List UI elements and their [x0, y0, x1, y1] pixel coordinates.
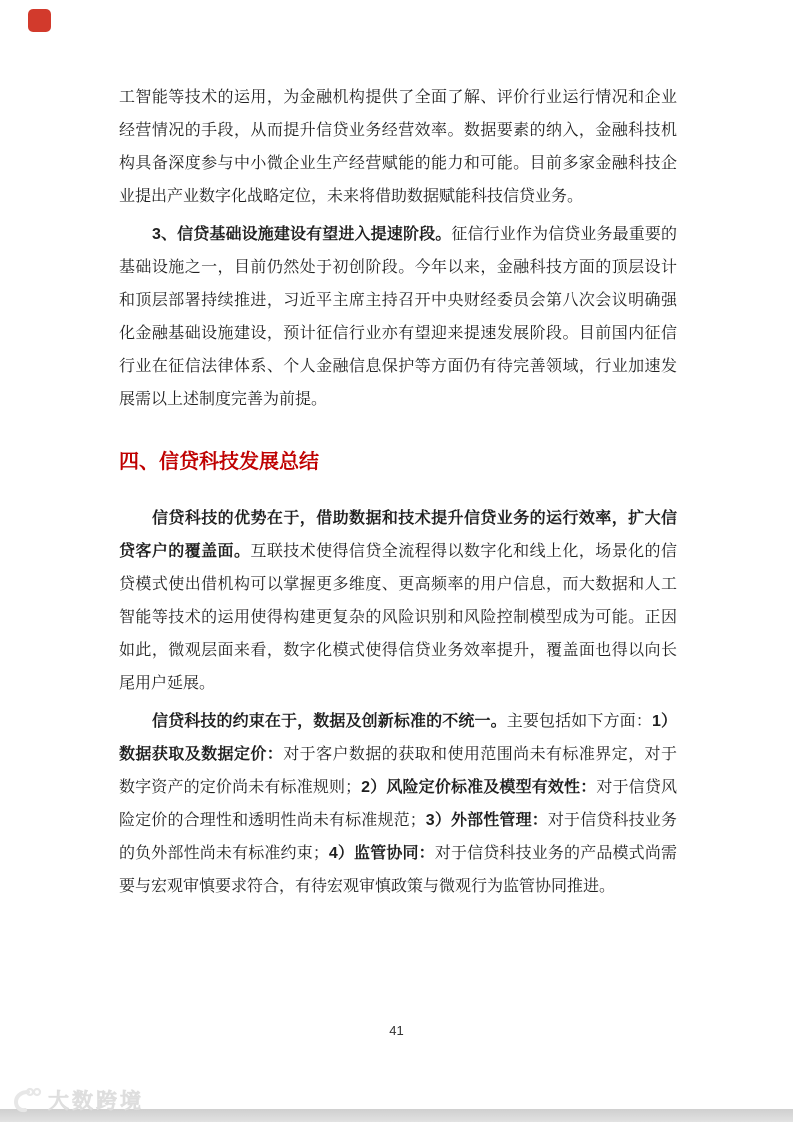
report-logo-square: [28, 9, 51, 32]
bold-text-run: 1）数据获取及数据定价：: [119, 713, 677, 763]
paragraph-constraints: [119, 705, 677, 903]
text-run: 对于信贷科技业务的负外部性尚未有标准约束；: [119, 812, 677, 862]
text-run: 工智能等技术的运用，为金融机构提供了全面了解、评价行业运行情况和企业经营情况的手段，从而提升信贷业务经营效率。数据要素的纳入，金融科技机构具备深度参与中小微企业生产经营赋能的能力和可能。目前多家金融科技企业提出产业数字化战略定位，未来将借助数据赋能科技信贷业务。: [119, 89, 677, 205]
bold-text-run: 2）风险定价标准及模型有效性：: [361, 779, 597, 796]
watermark-text: 大数跨境: [48, 1090, 144, 1113]
watermark: [12, 1085, 144, 1115]
paragraph-advantages: [119, 502, 677, 700]
bold-text-run: 信贷科技的优势在于，借助数据和技术提升信贷业务的运行效率，扩大信贷客户的覆盖面。: [119, 510, 677, 560]
page-content: [119, 81, 677, 908]
paragraph-continuation: [119, 81, 677, 213]
text-run: 互联技术使得信贷全流程得以数字化和线上化，场景化的信贷模式使出借机构可以掌握更多维度、更高频率的用户信息，而大数据和人工智能等技术的运用使得构建更复杂的风险识别和风险控制模型成为可能。正因如此，微观层面来看，数字化模式使得信贷业务效率提升，覆盖面也得以向长尾用户延展。: [119, 543, 677, 692]
bold-text-run: 3）外部性管理：: [425, 812, 548, 829]
bold-text-run: 3、信贷基础设施建设有望进入提速阶段。: [152, 226, 452, 243]
section-heading: 四、信贷科技发展总结: [119, 451, 319, 473]
paragraph-credit-infrastructure: [119, 218, 677, 416]
bold-text-run: 4）监管协同：: [328, 845, 435, 862]
text-run: 征信行业作为信贷业务最重要的基础设施之一，目前仍然处于初创阶段。今年以来，金融科技方面的顶层设计和顶层部署持续推进，习近平主席主持召开中央财经委员会第八次会议明确强化金融基础设施建设，预计征信行业亦有望迎来提速发展阶段。目前国内征信行业在征信法律体系、个人金融信息保护等方面仍有待完善领域，行业加速发展需以上述制度完善为前提。: [119, 226, 677, 408]
swoosh-circles-logo-icon: [12, 1086, 42, 1114]
text-run: 对于信贷风险定价的合理性和透明性尚未有标准规范；: [119, 779, 677, 829]
text-run: 对于信贷科技业务的产品模式尚需要与宏观审慎要求符合，有待宏观审慎政策与微观行为监管协同推进。: [119, 845, 677, 895]
text-run: 对于客户数据的获取和使用范围尚未有标准界定，对于数字资产的定价尚未有标准规则；: [119, 746, 677, 796]
page-number: 41: [389, 1023, 404, 1038]
bold-text-run: 信贷科技的约束在于，数据及创新标准的不统一。: [152, 713, 507, 730]
text-run: 主要包括如下方面：: [506, 713, 652, 730]
